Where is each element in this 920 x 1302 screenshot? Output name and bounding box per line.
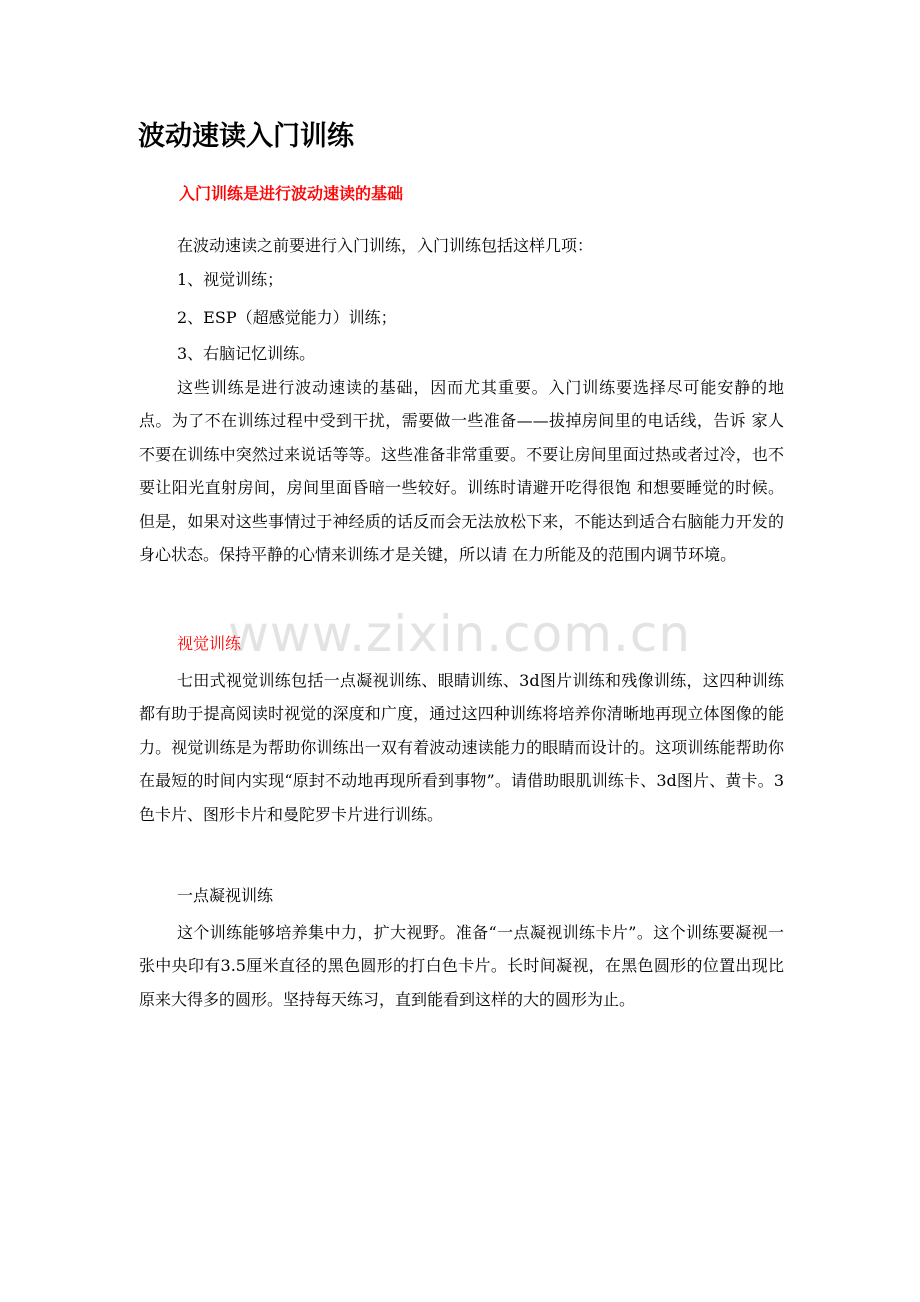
paragraph-preparation: 这些训练是进行波动速读的基础，因而尤其重要。入门训练要选择尽可能安静的地点。为了不在训练过程中受到干扰，需要做一些准备——拔掉房间里的电话线，告诉 家人不要在训练中突然过来说话等等。这些准备非常重要。不要让房间里面过热或者过冷，也不要让阳光直射房间，房间里面昏暗一些较好。训练时请避开吃得很饱 和想要睡觉的时候。但是，如果对这些事情过于神经质的话反而会无法放松下来，不能达到适合右脑能力开发的身心状态。保持平静的心情来训练才是关键，所以请 在力所能及的范围内调节环境。 <box>139 378 784 565</box>
document-title: 波动速读入门训练 <box>138 121 354 152</box>
paragraph-point-gaze: 这个训练能够培养集中力，扩大视野。准备“一点凝视训练卡片”。这个训练要凝视一张中央印有3.5厘米直径的黑色圆形的打白色卡片。长时间凝视，在黑色圆形的位置出现比原来大得多的圆形。坚持每天练习，直到能看到这样的大的圆形为止。 <box>139 923 784 1009</box>
section-heading-point-gaze: 一点凝视训练 <box>177 886 274 905</box>
list-item-memory: 3、右脑记忆训练。 <box>177 344 316 363</box>
intro-text: 在波动速读之前要进行入门训练，入门训练包括这样几项： <box>177 236 594 255</box>
list-item-visual: 1、视觉训练； <box>177 270 284 289</box>
document-subtitle: 入门训练是进行波动速读的基础 <box>179 184 404 203</box>
watermark: www.zixin.com.cn <box>228 605 692 663</box>
paragraph-visual-training: 七田式视觉训练包括一点凝视训练、眼睛训练、3d图片训练和残像训练，这四种训练都有助于提高阅读时视觉的深度和广度，通过这四种训练将培养你清晰地再现立体图像的能力。视觉训练是为帮助你训练出一双有着波动速读能力的眼睛而设计的。这项训练能帮助你在最短的时间内实现“原封不动地再现所看到事物”。请借助眼肌训练卡、3d图片、黄卡。3色卡片、图形卡片和曼陀罗卡片进行训练。 <box>139 671 784 824</box>
list-item-esp: 2、ESP（超感觉能力）训练； <box>177 308 397 327</box>
section-heading-visual-training: 视觉训练 <box>177 634 242 653</box>
